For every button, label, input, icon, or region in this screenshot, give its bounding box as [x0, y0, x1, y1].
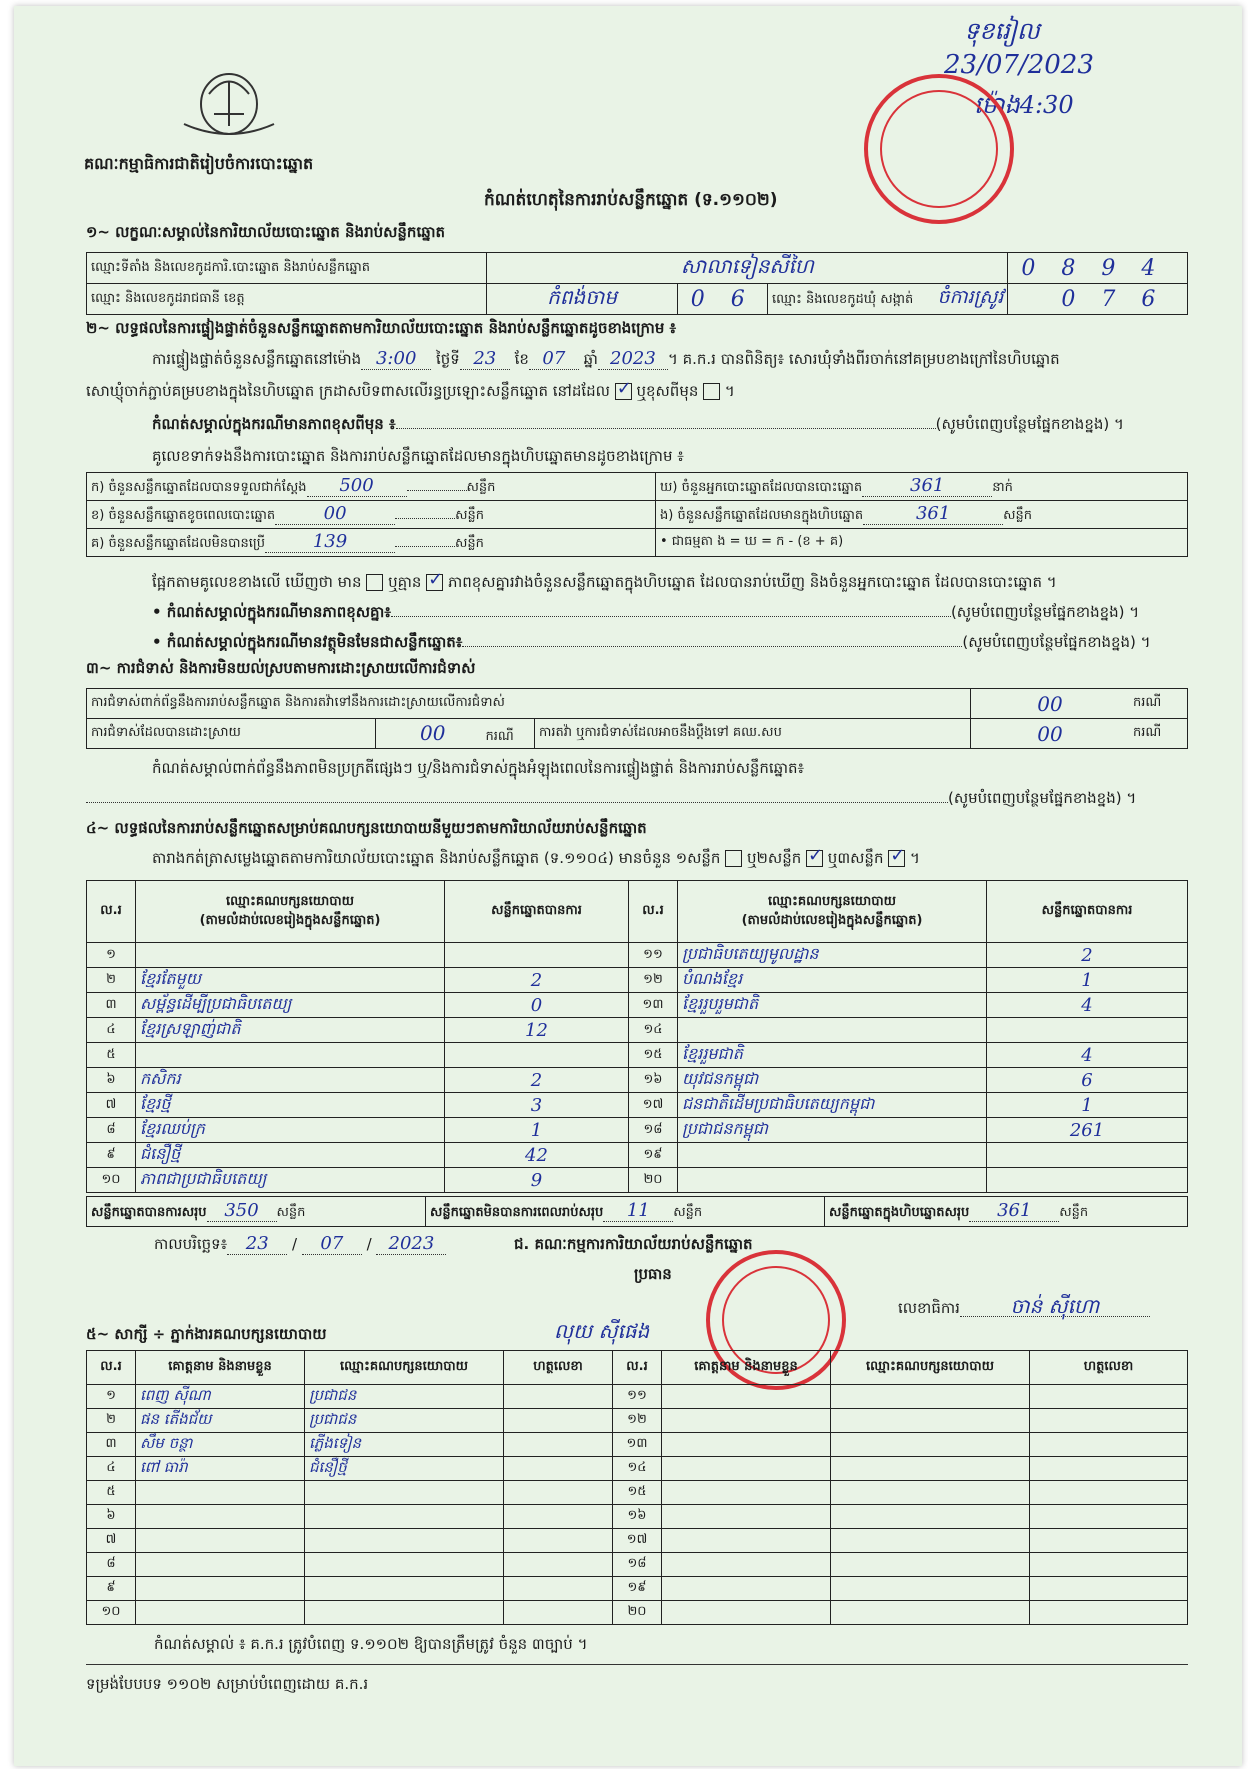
witness-signature [1030, 1553, 1188, 1577]
witness-signature [504, 1433, 613, 1457]
ballots-in-box: ង) ចំនួនសន្លឹកឆ្នោតដែលមានក្នុងហិបឆ្នោត 361 សន្លឹក [656, 501, 1188, 529]
row-number: ១៣ [629, 993, 678, 1018]
witness-name: ពេញ ស៊ីណា [136, 1385, 305, 1409]
party-name [678, 1168, 987, 1193]
row-number: ១៩ [613, 1577, 662, 1601]
difference-line: ផ្អែកតាមគូលេខខាងលើ ឃើញថា មាន ឬគ្មាន ✓ ភាពខុសគ្នារវាងចំនួនសន្លឹកឆ្នោតក្នុងហិបឆ្នោត ដែលបានរាប់ឃើញ និងចំនួនអ្នកបោះឆ្នោត ដែលបានបោះឆ្នោត ។ [152, 572, 1057, 592]
row-number: ២០ [613, 1601, 662, 1625]
party-votes: 1 [445, 1118, 629, 1143]
witness-party [831, 1385, 1030, 1409]
witness-signature [1030, 1409, 1188, 1433]
witness-name [662, 1433, 831, 1457]
party-name [136, 1043, 445, 1068]
no-difference-checkbox[interactable] [426, 574, 443, 591]
witness-party [831, 1433, 1030, 1457]
table-row [87, 943, 1188, 968]
objection-note: កំណត់សម្គាល់ពាក់ព័ន្ធនឹងភាពមិនប្រក្រតីផ្សេងៗ ឬ/និងការជំទាស់ក្នុងអំឡុងពេលនៃការផ្ទៀងផ្ទាត់ និងការរាប់សន្លឹកឆ្នោត៖ [152, 759, 805, 777]
row-number: ១៥ [629, 1043, 678, 1068]
row-number: ៣ [87, 1433, 136, 1457]
witness-party [831, 1481, 1030, 1505]
table-row [87, 968, 1188, 993]
witness-name [662, 1577, 831, 1601]
witness-table: ល.រ គោត្តនាម និងនាមខ្លួន ឈ្មោះគណបក្សនយោបាយ ហត្ថលេខា ល.រ គោត្តនាម និងនាមខ្លួន ឈ្មោះគណបក្សនយោបាយ ហត្ថលេខា ១ ពេញ ស៊ីណា ប្រជាជន ១១ ២ ផន តើងជ័យ ប្រជាជន ១២ ៣ សឹម ចន្ថា ភ្លើងទៀន ១៣ ៤ ពៅ ធារ៉ា ជំនឿថ្មី ១៤ ៥ ១៥ ៦ ១៦ ៧ ១៧ ៨ ១៨ ៩ ១៩ ១០ ២០ [86, 1350, 1188, 1625]
chair-label: ប្រធាន [634, 1265, 672, 1283]
row-number: ១ [87, 943, 136, 968]
footer: ទម្រង់បែបបទ ១១០២ សម្រាប់បំពេញដោយ គ.ក.រ [86, 1675, 369, 1693]
witness-signature [504, 1601, 613, 1625]
row-number: ១៦ [613, 1505, 662, 1529]
row-number: ៧ [87, 1093, 136, 1118]
party-votes [987, 1143, 1188, 1168]
formula: • ជាធម្មតា ង = ឃ = ក - (ខ + គ) [656, 529, 1188, 557]
location-value: សាលាទៀនសីហៃ [487, 253, 1008, 284]
witness-name [136, 1481, 305, 1505]
row-number: ៥ [87, 1043, 136, 1068]
voters-count: ឃ) ចំនួនអ្នកបោះឆ្នោតដែលបានបោះឆ្នោត 361 នាក់ [656, 473, 1188, 501]
section4-title: ៤~ លទ្ធផលនៃការរាប់សន្លឹកឆ្នោតសម្រាប់គណបក្សនយោបាយនីមួយៗតាមការិយាល័យរាប់សន្លឹកឆ្នោត [86, 819, 647, 837]
party-votes [987, 1018, 1188, 1043]
resolved-count: 00 ករណី [376, 719, 535, 749]
witness-party: ភ្លើងទៀន [305, 1433, 504, 1457]
table-row [87, 1385, 1188, 1409]
row-number: ១៤ [629, 1018, 678, 1043]
party-name: ខ្មែរថ្មី [136, 1093, 445, 1118]
verify-paragraph: ការផ្ទៀងផ្ទាត់ចំនួនសន្លឹកឆ្នោតនៅម៉ោង 3:00 ថ្ងៃទី 23 ខែ 07 ឆ្នាំ 2023 ។ គ.ក.រ បានពិនិត្យ៖ សោរឃុំទាំងពីរចាក់នៅគម្របខាងក្រៅនៃហិបឆ្នោត [152, 348, 1060, 369]
unchanged-checkbox[interactable] [615, 383, 632, 400]
party-votes: 0 [445, 993, 629, 1018]
two-sheets-checkbox[interactable] [806, 850, 823, 867]
party-name: ជនជាតិដើមប្រជាធិបតេយ្យកម្ពុជា [678, 1093, 987, 1118]
commune-label: ឈ្មោះ និងលេខកូដឃុំ សង្កាត់ ចំការស្រូវ [768, 284, 1008, 315]
row-number: ១០ [87, 1601, 136, 1625]
witness-party: ជំនឿថ្មី [305, 1457, 504, 1481]
row-number: ៧ [87, 1529, 136, 1553]
row-number: ៩ [87, 1577, 136, 1601]
section3-title: ៣~ ការជំទាស់ និងការមិនយល់ស្របតាមការដោះស្រាយលើការជំទាស់ [86, 659, 476, 677]
witness-name [662, 1601, 831, 1625]
total-in-box: សន្លឹកឆ្នោតក្នុងហិបឆ្នោតសរុប 361 សន្លឹក [825, 1197, 1188, 1227]
party-votes: 2 [445, 968, 629, 993]
table-row [87, 1577, 1188, 1601]
witness-party [831, 1601, 1030, 1625]
resolved-label: ការជំទាស់ដែលបានដោះស្រាយ [87, 719, 376, 749]
party-name: កសិករ [136, 1068, 445, 1093]
official-stamp-icon [864, 74, 1014, 224]
table-row [87, 1529, 1188, 1553]
witness-signature [504, 1385, 613, 1409]
diff-note: • កំណត់សម្គាល់ក្នុងករណីមានភាពខុសគ្នា៖ (សូមបំពេញបន្ថែមផ្នែកខាងខ្នង) ។ [152, 603, 1140, 621]
witness-signature [1030, 1601, 1188, 1625]
party-votes: 1 [987, 1093, 1188, 1118]
row-number: ១ [87, 1385, 136, 1409]
row-number: ៤ [87, 1457, 136, 1481]
witness-name [136, 1553, 305, 1577]
location-code: 0 8 9 4 [1008, 253, 1188, 284]
footnote: កំណត់សម្គាល់ ៖ គ.ក.រ ត្រូវបំពេញ ទ.១១០២ ឱ្យបានត្រឹមត្រូវ ចំនួន ៣ច្បាប់ ។ [154, 1635, 588, 1653]
row-number: ៤ [87, 1018, 136, 1043]
table-row [87, 1409, 1188, 1433]
footer-divider [86, 1664, 1188, 1665]
witness-party [831, 1553, 1030, 1577]
witness-name: ពៅ ធារ៉ា [136, 1457, 305, 1481]
witness-party [831, 1529, 1030, 1553]
witness-party [831, 1505, 1030, 1529]
objection-note-tail: (សូមបំពេញបន្ថែមផ្នែកខាងខ្នង) ។ [86, 788, 1136, 808]
table-row [87, 1143, 1188, 1168]
row-number: ១៤ [613, 1457, 662, 1481]
one-sheet-checkbox[interactable] [725, 850, 742, 867]
row-number: ១០ [87, 1168, 136, 1193]
commune-code: 0 7 6 [1008, 284, 1188, 315]
row-number: ៩ [87, 1143, 136, 1168]
results-table: ល.រ ឈ្មោះគណបក្សនយោបាយ (តាមលំដាប់លេខរៀងក្នុងសន្លឹកឆ្នោត) សន្លឹកឆ្នោតបានការ ល.រ ឈ្មោះគណបក្សនយោបាយ (តាមលំដាប់លេខរៀងក្នុងសន្លឹកឆ្នោត) សន្លឹកឆ្នោតបានការ ១ ១១ ប្រជាធិបតេយ្យមូលដ្ឋាន 2 ២ ខ្មែរតែមួយ 2 ១២ បំណងខ្មែរ 1 ៣ សម្ព័ន្ធដើម្បីប្រជាធិបតេយ្យ 0 ១៣ ខ្មែររួបរួមជាតិ 4 ៤ ខ្មែរស្រឡាញ់ជាតិ 12 ១៤ ៥ ១៥ ខ្មែររួមជាតិ 4 ៦ កសិករ 2 ១៦ យុវជនកម្ពុជា 6 ៧ ខ្មែរថ្មី 3 ១៧ ជនជាតិដើមប្រជាធិបតេយ្យកម្ពុជា 1 ៨ ខ្មែរឈប់ក្រ 1 ១៨ ប្រជាជនកម្ពុជា 261 ៩ ជំនឿថ្មី 42 ១៩ ១០ ភាពជាប្រជាធិបតេយ្យ 9 ២០ [86, 880, 1188, 1193]
party-name [136, 943, 445, 968]
party-votes: 4 [987, 993, 1188, 1018]
party-votes: 3 [445, 1093, 629, 1118]
committee-label: ជ. គណៈកម្មការការិយាល័យរាប់សន្លឹកឆ្នោត [514, 1235, 753, 1253]
party-votes [445, 1043, 629, 1068]
party-votes: 4 [987, 1043, 1188, 1068]
row-number: ២០ [629, 1168, 678, 1193]
province-value: កំពង់ចាម [487, 284, 677, 315]
witness-party: ប្រជាជន [305, 1409, 504, 1433]
counts-intro: គូលេខទាក់ទងនឹងការបោះឆ្នោត និងការរាប់សន្លឹកឆ្នោតដែលមានក្នុងហិបឆ្នោតមានដូចខាងក្រោម ៖ [152, 447, 684, 465]
counts-table [86, 472, 1188, 557]
row-number: ១៥ [613, 1481, 662, 1505]
emblem-icon [174, 64, 284, 144]
witness-name [136, 1529, 305, 1553]
table-row [87, 1043, 1188, 1068]
witness-signature [504, 1529, 613, 1553]
party-name: ខ្មែរស្រឡាញ់ជាតិ [136, 1018, 445, 1043]
party-name: ខ្មែរតែមួយ [136, 968, 445, 993]
row-number: ១៧ [613, 1529, 662, 1553]
witness-party [305, 1529, 504, 1553]
row-number: ១៩ [629, 1143, 678, 1168]
table-row [87, 1553, 1188, 1577]
table-row [87, 1168, 1188, 1193]
table-row [87, 1433, 1188, 1457]
appeal-label: ការតវ៉ា ឬការជំទាស់ដែលអាចនឹងប្ដឹងទៅ គឈ.សប [535, 719, 971, 749]
witness-signature [1030, 1505, 1188, 1529]
table-row [87, 993, 1188, 1018]
table-row [87, 1018, 1188, 1043]
org-name: គណៈកម្មាធិការជាតិរៀបចំការបោះឆ្នោត [84, 154, 314, 173]
row-number: ១១ [629, 943, 678, 968]
witness-name [662, 1385, 831, 1409]
witness-name [136, 1577, 305, 1601]
witness-name [136, 1601, 305, 1625]
row-number: ១៧ [629, 1093, 678, 1118]
objection-count: 00 [971, 689, 1130, 719]
party-votes: 42 [445, 1143, 629, 1168]
witness-party [831, 1577, 1030, 1601]
commune-value: ចំការស្រូវ [937, 286, 1004, 308]
change-note: កំណត់សម្គាល់ក្នុងករណីមានភាពខុសពីមុន ៖ (សូមបំពេញបន្ថែមផ្នែកខាងខ្នង) ។ [152, 415, 1124, 433]
witness-signature [504, 1409, 613, 1433]
witness-signature [504, 1577, 613, 1601]
party-votes: 1 [987, 968, 1188, 993]
section5-title: ៥~ សាក្សី ÷ ភ្នាក់ងារគណបក្សនយោបាយ [86, 1325, 327, 1343]
witness-signature [1030, 1577, 1188, 1601]
party-votes: 261 [987, 1118, 1188, 1143]
witness-party [305, 1553, 504, 1577]
province-label: ឈ្មោះ និងលេខកូដរាជធានី ខេត្ត [87, 284, 487, 315]
row-number: ១២ [613, 1409, 662, 1433]
party-name: ប្រជាជនកម្ពុជា [678, 1118, 987, 1143]
witness-party [305, 1481, 504, 1505]
total-invalid: សន្លឹកឆ្នោតមិនបានការពេលរាប់សរុប 11 សន្លឹក [426, 1197, 825, 1227]
table-row [87, 1457, 1188, 1481]
row-number: ១៦ [629, 1068, 678, 1093]
party-name: បំណងខ្មែរ [678, 968, 987, 993]
party-name: ខ្មែររួមជាតិ [678, 1043, 987, 1068]
secretary: លេខាធិការ ចាន់ ស៊ីហោ [898, 1296, 1150, 1318]
unused-ballots: គ) ចំនួនសន្លឹកឆ្នោតដែលមិនបានប្រើ 139 សន្លឹក [87, 529, 656, 557]
witness-party [831, 1457, 1030, 1481]
party-name [678, 1018, 987, 1043]
row-number: ២ [87, 968, 136, 993]
section2-title: ២~ លទ្ធផលនៃការផ្ទៀងផ្ទាត់ចំនួនសន្លឹកឆ្នោតតាមការិយាល័យបោះឆ្នោត និងរាប់សន្លឹកឆ្នោតដូចខាងក្រោម ៖ [86, 319, 677, 337]
row-number: ៣ [87, 993, 136, 1018]
row-number: ២ [87, 1409, 136, 1433]
witness-signature [1030, 1457, 1188, 1481]
province-code: 0 6 [677, 284, 767, 315]
witness-party: ប្រជាជន [305, 1385, 504, 1409]
witness-signature [1030, 1529, 1188, 1553]
row-number: ១៣ [613, 1433, 662, 1457]
witness-name [662, 1505, 831, 1529]
witness-name [662, 1529, 831, 1553]
witness-signature [1030, 1481, 1188, 1505]
document-sheet [14, 6, 1242, 1766]
witness-party [305, 1577, 504, 1601]
chair-signature: លុយ ស៊ីផេង [554, 1319, 650, 1343]
witness-signature [504, 1481, 613, 1505]
spoiled-ballots: ខ) ចំនួនសន្លឹកឆ្នោតខូចពេលបោះឆ្នោត 00 សន្លឹក [87, 501, 656, 529]
has-difference-checkbox[interactable] [366, 574, 383, 591]
party-votes: 2 [987, 943, 1188, 968]
party-votes: 9 [445, 1168, 629, 1193]
witness-name [136, 1505, 305, 1529]
objection-label: ការជំទាស់ពាក់ព័ន្ធនឹងការរាប់សន្លឹកឆ្នោត និងការតវ៉ាទៅនឹងការដោះស្រាយលើការជំទាស់ [87, 689, 971, 719]
party-name: ខ្មែរឈប់ក្រ [136, 1118, 445, 1143]
section1-title: ១~ លក្ខណៈសម្គាល់នៃការិយាល័យបោះឆ្នោត និងរាប់សន្លឹកឆ្នោត [86, 223, 446, 241]
table-row [87, 1093, 1188, 1118]
sheets-line: តារាងកត់ត្រាសម្លេងឆ្នោតតាមការិយាល័យបោះឆ្នោត និងរាប់សន្លឹកឆ្នោត (ទ.១១០៤) មានចំនួន ១សន្លឹក ឬ២សន្លឹក ✓ ឬ៣សន្លឹក ✓ ។ [152, 848, 920, 868]
party-name: ជំនឿថ្មី [136, 1143, 445, 1168]
party-name: ភាពជាប្រជាធិបតេយ្យ [136, 1168, 445, 1193]
object-note: • កំណត់សម្គាល់ក្នុងករណីមានវត្ថុមិនមែនជាសន្លឹកឆ្នោត៖ (សូមបំពេញបន្ថែមផ្នែកខាងខ្នង) ។ [152, 633, 1151, 651]
totals-table [86, 1196, 1188, 1227]
table-row [87, 1505, 1188, 1529]
row-number: ១៨ [629, 1118, 678, 1143]
witness-signature [504, 1457, 613, 1481]
witness-name [662, 1409, 831, 1433]
changed-checkbox[interactable] [703, 383, 720, 400]
party-votes: 2 [445, 1068, 629, 1093]
table-row [87, 1601, 1188, 1625]
section1-table [86, 252, 1188, 315]
row-number: ៨ [87, 1553, 136, 1577]
date-line: កាលបរិច្ឆេទ៖ 23 / 07 / 2023 [154, 1234, 446, 1255]
row-number: ១១ [613, 1385, 662, 1409]
table-row [87, 1481, 1188, 1505]
row-number: ១៨ [613, 1553, 662, 1577]
row-number: ៦ [87, 1505, 136, 1529]
row-number: ១២ [629, 968, 678, 993]
witness-name [662, 1457, 831, 1481]
witness-party [305, 1505, 504, 1529]
handwritten-time: ម៉ោង4:30 [974, 91, 1074, 119]
party-name: សម្ព័ន្ធដើម្បីប្រជាធិបតេយ្យ [136, 993, 445, 1018]
row-number: ៦ [87, 1068, 136, 1093]
party-name: យុវជនកម្ពុជា [678, 1068, 987, 1093]
total-valid: សន្លឹកឆ្នោតបានការសរុប 350 សន្លឹក [87, 1197, 426, 1227]
location-label: ឈ្មោះទីតាំង និងលេខកូដការិ.បោះឆ្នោត និងរាប់សន្លឹកឆ្នោត [87, 253, 487, 284]
witness-signature [504, 1505, 613, 1529]
witness-name: ផន តើងជ័យ [136, 1409, 305, 1433]
witness-signature [504, 1553, 613, 1577]
table-row [87, 1118, 1188, 1143]
party-name [678, 1143, 987, 1168]
three-sheets-checkbox[interactable] [888, 850, 905, 867]
witness-party [831, 1409, 1030, 1433]
objection-table: ការជំទាស់ពាក់ព័ន្ធនឹងការរាប់សន្លឹកឆ្នោត និងការតវ៉ាទៅនឹងការដោះស្រាយលើការជំទាស់ 00 ករណី ការជំទាស់ដែលបានដោះស្រាយ 00 ករណី ការតវ៉ា ឬការជំទាស់ដែលអាចនឹងប្ដឹងទៅ គឈ.សប 00 ករណី [86, 688, 1188, 749]
row-number: ៨ [87, 1118, 136, 1143]
form-title: កំណត់ហេតុនៃការរាប់សន្លឹកឆ្នោត (ទ.១១០២) [484, 190, 778, 210]
witness-name [662, 1553, 831, 1577]
party-votes [987, 1168, 1188, 1193]
party-votes: 6 [987, 1068, 1188, 1093]
party-votes [445, 943, 629, 968]
witness-name [662, 1481, 831, 1505]
party-name: ខ្មែររួបរួមជាតិ [678, 993, 987, 1018]
witness-signature [1030, 1385, 1188, 1409]
party-votes: 12 [445, 1018, 629, 1043]
witness-name: សឹម ចន្ថា [136, 1433, 305, 1457]
verify-paragraph-2: សោឃ្ញុំចាក់ភ្ជាប់គម្របខាងក្នុងនៃហិបឆ្នោត ក្រដាសបិទពាសលើរន្ធប្រឡោះសន្លឹកឆ្នោត នៅដដែល ✓ ឬខុសពីមុន ។ [86, 381, 735, 401]
witness-signature [1030, 1433, 1188, 1457]
received-ballots: ក) ចំនួនសន្លឹកឆ្នោតដែលបានទទួលជាក់ស្តែង 500 សន្លឹក [87, 473, 656, 501]
party-name: ប្រជាធិបតេយ្យមូលដ្ឋាន [678, 943, 987, 968]
handwritten-date: 23/07/2023 [944, 50, 1094, 80]
handwritten-note: ទុខរៀល [964, 17, 1040, 45]
witness-party [305, 1601, 504, 1625]
table-row [87, 1068, 1188, 1093]
row-number: ៥ [87, 1481, 136, 1505]
appeal-count: 00 [971, 719, 1130, 749]
